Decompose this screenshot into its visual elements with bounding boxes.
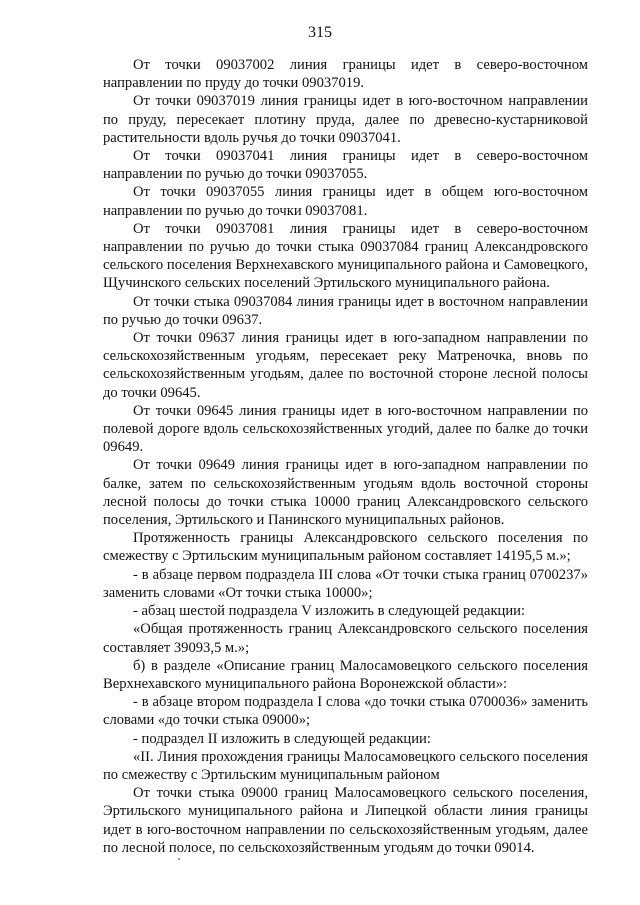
paragraph: От точки 09037041 линия границы идет в северо-восточном направлении по ручью до точки 09037055. <box>103 148 588 183</box>
paragraph: От точки 09637 линия границы идет в юго-западном направлении по сельскохозяйственным угодьям, пересекает реку Матреночка, вновь по сельскохозяйственным угодьям, далее по восточной стороне лесной полосы до точки 09645. <box>103 330 588 401</box>
paragraph: От точки 09649 линия границы идет в юго-западном направлении по балке, затем по сельскохозяйственным угодьям вдоль восточной стороны лесной полосы до точки стыка 10000 границ Александровского сельского поселения, Эртильского и Панинского муниципальных районов. <box>103 457 588 529</box>
paragraph: «II. Линия прохождения границы Малосамовецкого сельского поселения по смежеству с Эртильским муниципальным районом <box>103 748 588 783</box>
paragraph: От точки стыка 09000 границ Малосамовецкого сельского поселения, Эртильского муниципального района и Липецкой области линия границы идет в юго-восточном направлении по сельскохозяйственным угодьям, далее по лесной полосе, по сельскохозяйственным угодьям до точки 09014. <box>103 785 588 856</box>
page-number: 315 <box>308 24 332 41</box>
paragraph: - подраздел II изложить в следующей редакции: <box>133 730 431 747</box>
paragraph: - в абзаце втором подраздела I слова «до точки стыка 0700036» заменить словами «до точки стыка 09000»; <box>103 694 588 729</box>
paragraph: «Общая протяженность границ Александровского сельского поселения составляет 39093,5 м.»; <box>103 621 588 656</box>
paragraph: От точки 09037055 линия границы идет в общем юго-восточном направлении по ручью до точки 09037081. <box>103 184 588 219</box>
paragraph: б) в разделе «Описание границ Малосамовецкого сельского поселения Верхнехавского муниципального района Воронежской области»: <box>103 657 588 692</box>
paragraph: От точки стыка 09037084 линия границы идет в восточном направлении по ручью до точки 09637. <box>103 293 588 328</box>
paragraph: От точки 09037081 линия границы идет в северо-восточном направлении по ручью до точки стыка 09037084 границ Александровского сельского поселения Верхнехавского муниципального района и Самовецкого, Щучинского сельских поселений Эртильского муниципального района. <box>103 220 588 292</box>
paragraph: От точки 09037019 линия границы идет в юго-восточном направлении по пруду, пересекает плотину пруда, далее по древесно-кустарниковой растительности вдоль ручья до точки 09037041. <box>103 93 588 146</box>
scan-speck <box>178 858 180 860</box>
paragraph: От точки 09037002 линия границы идет в северо-восточном направлении по пруду до точки 09037019. <box>103 57 588 92</box>
paragraph: - абзац шестой подраздела V изложить в следующей редакции: <box>133 603 526 620</box>
paragraph: Протяженность границы Александровского сельского поселения по смежеству с Эртильским муниципальным районом составляет 14195,5 м.»; <box>103 530 588 565</box>
paragraph: - в абзаце первом подраздела III слова «От точки стыка границ 0700237» заменить словами «От точки стыка 10000»; <box>103 566 588 601</box>
document-body <box>103 56 588 857</box>
paragraph: От точки 09645 линия границы идет в юго-восточном направлении по полевой дороге вдоль сельскохозяйственных угодий, далее по балке до точки 09649. <box>103 402 588 456</box>
